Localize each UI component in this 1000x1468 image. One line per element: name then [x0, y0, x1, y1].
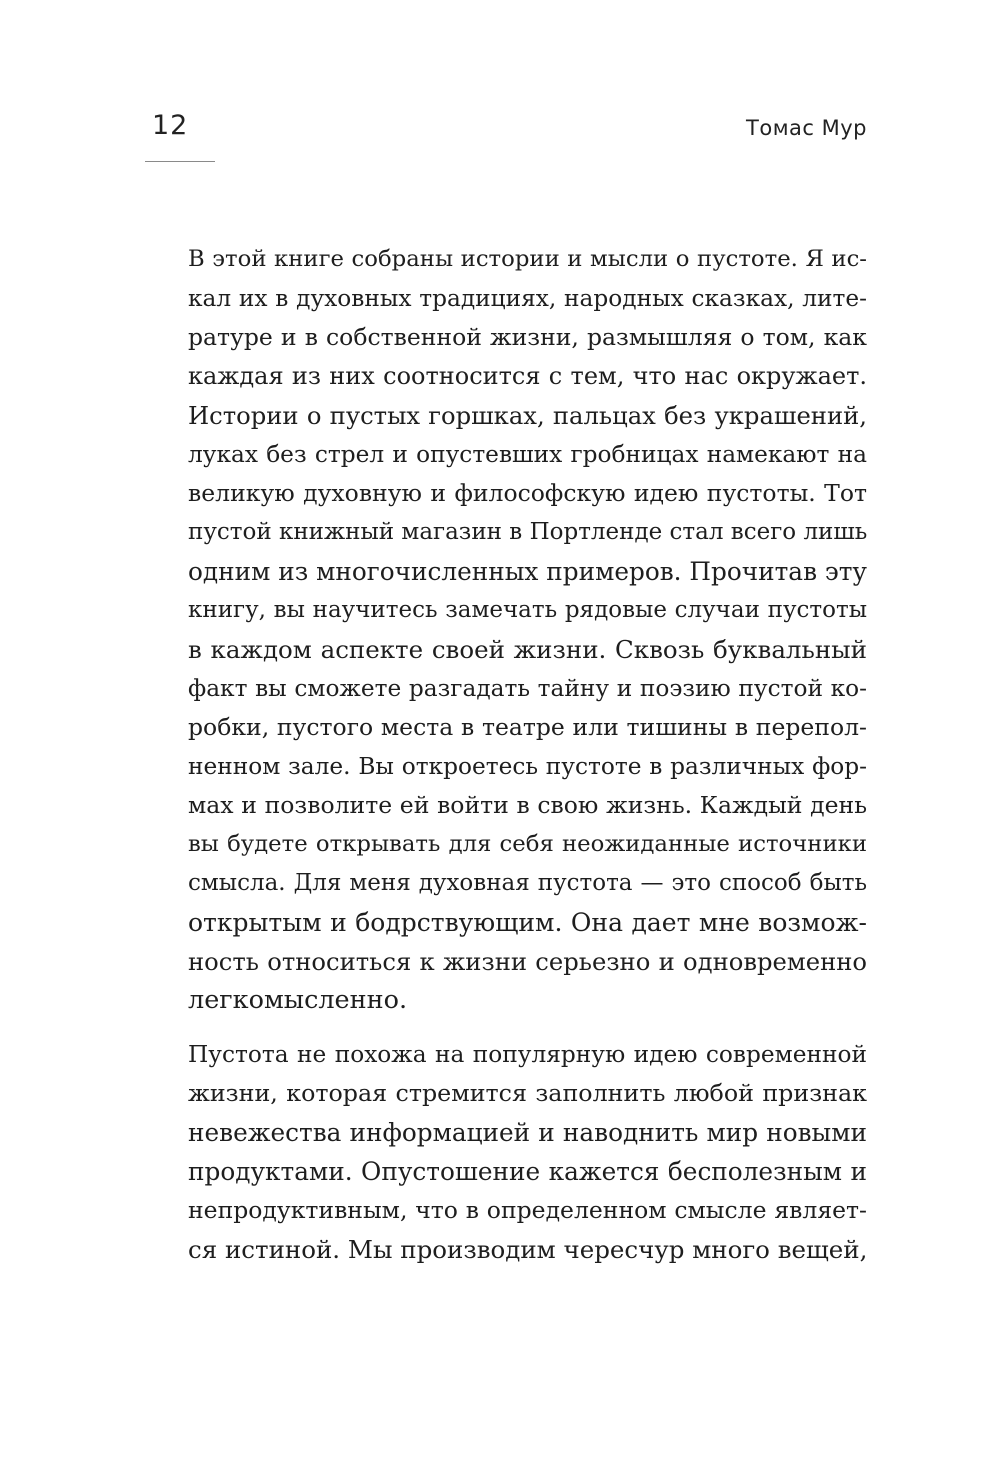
text-line: робки, пустого места в театре или тишины в перепол-	[188, 713, 867, 741]
text-line: ненном зале. Вы откроетесь пустоте в различных фор-	[188, 753, 867, 780]
text-line: Истории о пустых горшках, пальцах без украшений,	[188, 401, 867, 430]
text-line: мах и позволите ей войти в свою жизнь. Каждый день	[188, 791, 867, 819]
text-line: продуктами. Опустошение кажется бесполезным и	[188, 1157, 867, 1186]
text-line: факт вы сможете разгадать тайну и поэзию пустой ко-	[188, 675, 867, 702]
page-number: 12	[152, 110, 189, 141]
text-line: ность относиться к жизни серьезно и одновременно	[188, 947, 867, 976]
text-line: открытым и бодрствующим. Она дает мне возмож-	[188, 908, 867, 937]
text-line: вы будете открывать для себя неожиданные источники	[188, 831, 867, 857]
text-line: невежества информацией и наводнить мир новыми	[188, 1118, 867, 1147]
text-line: Пустота не похожа на популярную идею современной	[188, 1041, 867, 1068]
text-line: легкомысленно.	[188, 985, 408, 1015]
text-line: ся истиной. Мы производим чересчур много вещей,	[188, 1235, 867, 1264]
text-line: книгу, вы научитесь замечать рядовые случаи пустоты	[188, 597, 867, 623]
text-line: каждая из них соотносится с тем, что нас окружает.	[188, 362, 867, 390]
text-line: В этой книге собраны истории и мысли о пустоте. Я ис-	[188, 246, 867, 272]
text-line: в каждом аспекте своей жизни. Сквозь буквальный	[188, 635, 867, 664]
header-rule	[145, 161, 215, 162]
text-line: непродуктивным, что в определенном смысле являет-	[188, 1196, 867, 1224]
text-line: пустой книжный магазин в Портленде стал всего лишь	[188, 519, 867, 545]
text-line: великую духовную и философскую идею пустоты. Тот	[188, 479, 867, 507]
text-line: смысла. Для меня духовная пустота — это способ быть	[188, 870, 867, 896]
text-line: кал их в духовных традициях, народных сказках, лите-	[188, 285, 867, 312]
text-line: жизни, которая стремится заполнить любой признак	[188, 1079, 867, 1107]
text-line: одним из многочисленных примеров. Прочитав эту	[188, 557, 867, 586]
text-line: луках без стрел и опустевших гробницах намекают на	[188, 441, 867, 468]
text-line: ратуре и в собственной жизни, размышляя о том, как	[188, 323, 867, 351]
paragraph-1	[188, 240, 867, 1020]
running-head: Томас Мур	[746, 116, 867, 140]
paragraph-2	[188, 1035, 867, 1269]
